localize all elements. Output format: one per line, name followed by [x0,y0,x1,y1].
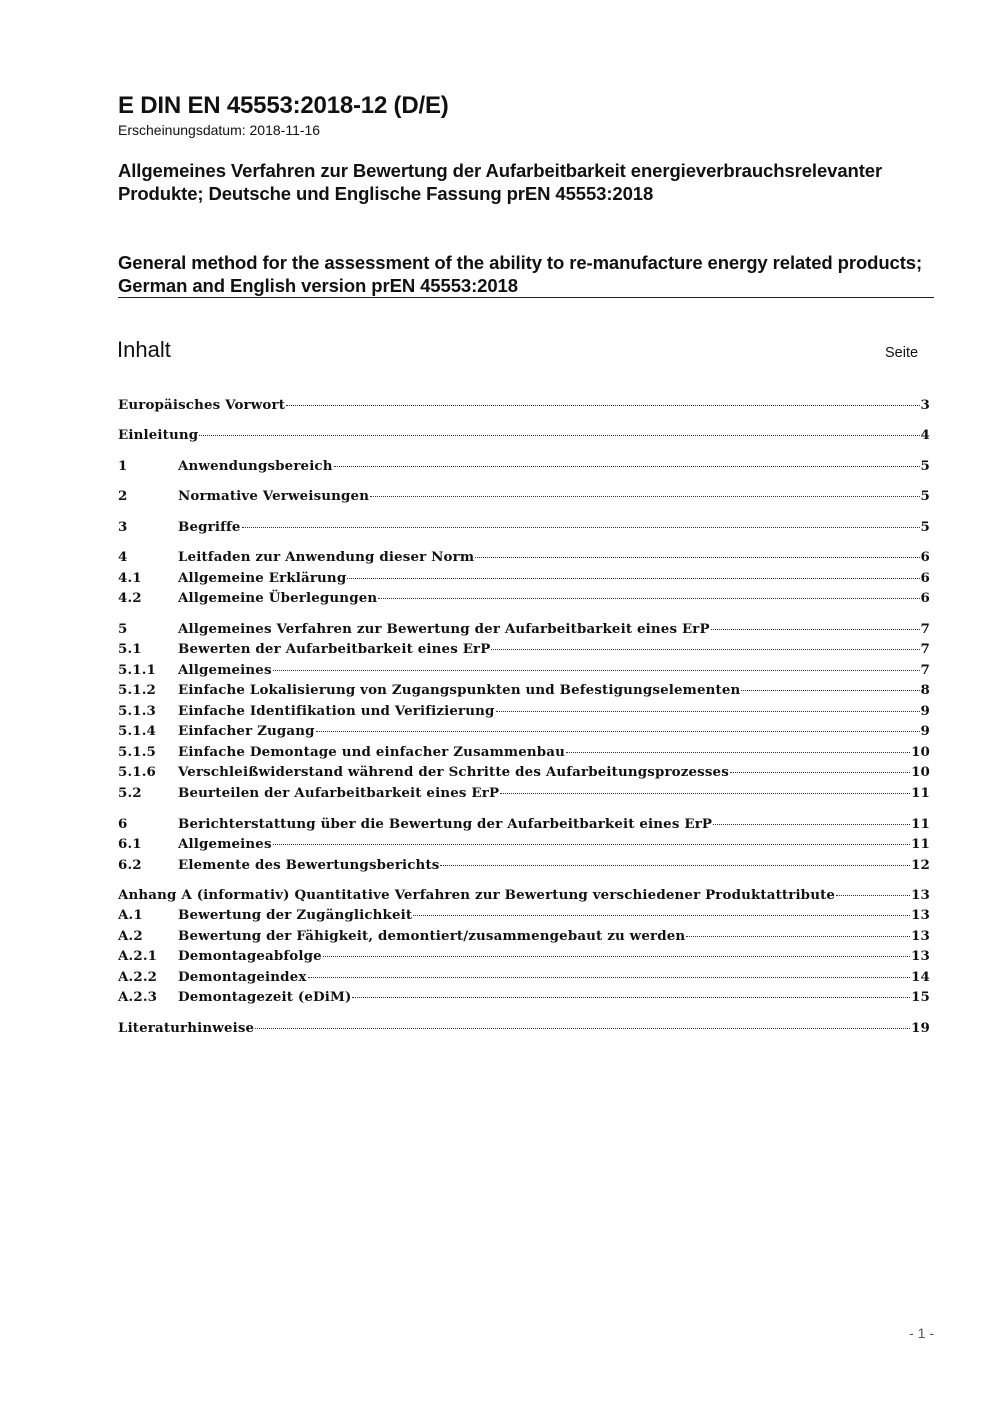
toc-entry-title: Bewertung der Fähigkeit, demontiert/zusammengebaut zu werden [178,928,686,944]
title-divider [118,297,934,298]
toc-entry-page: 7 [920,641,930,657]
toc-entry[interactable] [118,395,930,415]
toc-entry-page: 8 [920,682,930,698]
toc-dot-leader [566,751,910,753]
toc-dot-leader [500,792,910,794]
toc-dot-leader [273,843,910,845]
toc-entry-page: 6 [920,590,930,606]
toc-entry-title: Allgemeines Verfahren zur Bewertung der Aufarbeitbarkeit eines ErP [178,621,710,637]
toc-entry-page: 5 [920,519,930,535]
toc-entry-page: 10 [911,764,930,780]
toc-dot-leader [496,710,920,712]
toc-dot-leader [836,894,910,896]
toc-entry-page: 4 [920,427,930,443]
toc-entry-page: 15 [911,989,930,1005]
toc-entry-number: A.1 [118,907,143,923]
toc-entry[interactable] [118,425,930,445]
toc-entry-title: Beurteilen der Aufarbeitbarkeit eines ErP [178,785,500,801]
toc-entry-page: 9 [920,703,930,719]
toc-entry-page: 6 [920,570,930,586]
toc-entry-number: 4.2 [118,590,142,606]
toc-entry-title: Allgemeines [178,662,272,678]
toc-entry-page: 10 [911,744,930,760]
toc-entry-title: Allgemeines [178,836,272,852]
toc-entry[interactable] [118,905,930,925]
toc-entry-page: 5 [920,458,930,474]
toc-dot-leader [347,577,919,579]
toc-entry[interactable] [118,762,930,782]
toc-entry-number: 2 [118,488,128,504]
toc-entry-page: 13 [911,948,930,964]
toc-entry-title: Demontagezeit (eDiM) [178,989,352,1005]
toc-entry-page: 7 [920,662,930,678]
toc-entry-page: 19 [911,1020,930,1036]
toc-entry-page: 11 [911,816,930,832]
toc-entry-number: A.2.2 [118,969,158,985]
toc-entry-title: Bewertung der Zugänglichkeit [178,907,413,923]
toc-entry-number: 5.1.1 [118,662,157,678]
toc-entry-number: A.2 [118,928,143,944]
toc-entry[interactable] [118,885,930,905]
toc-entry-title: Allgemeine Erklärung [178,570,347,586]
toc-dot-leader [713,823,910,825]
toc-entry[interactable] [118,547,930,567]
toc-dot-leader [686,935,910,937]
toc-entry-page: 6 [920,549,930,565]
toc-dot-leader [255,1027,910,1029]
toc-entry[interactable] [118,834,930,854]
toc-entry-number: A.2.1 [118,948,158,964]
toc-dot-leader [378,597,919,599]
toc-dot-leader [242,526,920,528]
toc-entry-title: Berichterstattung über die Bewertung der Aufarbeitbarkeit eines ErP [178,816,713,832]
toc-entry-title: Verschleißwiderstand während der Schritte des Aufarbeitungsprozesses [178,764,729,780]
toc-entry-number: 5.1 [118,641,142,657]
toc-dot-leader [730,771,910,773]
toc-entry-page: 13 [911,887,930,903]
toc-entry[interactable] [118,639,930,659]
toc-entry[interactable] [118,1018,930,1038]
toc-entry-page: 13 [911,907,930,923]
toc-entry-number: 4.1 [118,570,142,586]
toc-entry-title: Elemente des Bewertungsberichts [178,857,440,873]
toc-entry-page: 13 [911,928,930,944]
toc-entry-number: 3 [118,519,128,535]
document-id: E DIN EN 45553:2018-12 (D/E) [118,92,449,119]
toc-entry-number: 6.1 [118,836,142,852]
toc-entry-title: Literaturhinweise [118,1020,255,1036]
toc-dot-leader [475,556,919,558]
toc-entry-page: 11 [911,836,930,852]
toc-entry[interactable] [118,721,930,741]
toc-entry-title: Leitfaden zur Anwendung dieser Norm [178,549,475,565]
toc-dot-leader [711,628,920,630]
toc-dot-leader [308,976,911,978]
toc-entry[interactable] [118,680,930,700]
toc-entry-title: Begriffe [178,519,241,535]
toc-entry[interactable] [118,486,930,506]
toc-entry[interactable] [118,783,930,803]
toc-entry[interactable] [118,987,930,1007]
toc-entry-page: 5 [920,488,930,504]
toc-entry[interactable] [118,967,930,987]
toc-entry[interactable] [118,619,930,639]
toc-heading: Inhalt [117,337,171,362]
toc-page-column-label: Seite [885,345,919,361]
toc-entry-title: Einfache Demontage und einfacher Zusammenbau [178,744,566,760]
publication-date: Erscheinungsdatum: 2018-11-16 [118,122,321,138]
toc-dot-leader [316,730,920,732]
toc-entry[interactable] [118,588,930,608]
toc-dot-leader [440,864,910,866]
toc-dot-leader [413,914,910,916]
toc-entry[interactable] [118,946,930,966]
toc-dot-leader [491,648,919,650]
toc-entry-number: 5.1.6 [118,764,157,780]
toc-entry-title: Europäisches Vorwort [118,397,286,413]
toc-dot-leader [273,669,920,671]
toc-dot-leader [334,465,920,467]
toc-entry-number: 5.1.5 [118,744,157,760]
toc-entry[interactable] [118,814,930,834]
toc-entry-number: 5.2 [118,785,142,801]
toc-entry-number: 5 [118,621,128,637]
toc-entry-page: 3 [920,397,930,413]
toc-entry[interactable] [118,660,930,680]
toc-dot-leader [199,434,919,436]
toc-entry-number: 5.1.4 [118,723,157,739]
toc-dot-leader [352,996,910,998]
toc-dot-leader [370,495,919,497]
toc-entry-title: Demontageindex [178,969,307,985]
toc-entry-title: Normative Verweisungen [178,488,370,504]
toc-entry-title: Einfacher Zugang [178,723,315,739]
toc-entry-title: Bewerten der Aufarbeitbarkeit eines ErP [178,641,491,657]
toc-entry-page: 12 [911,857,930,873]
toc-dot-leader [286,404,919,406]
toc-entry[interactable] [118,742,930,762]
toc-entry[interactable] [118,926,930,946]
toc-dot-leader [741,689,919,691]
toc-entry-title: Einfache Lokalisierung von Zugangspunkten und Befestigungselementen [178,682,741,698]
toc-entry[interactable] [118,517,930,537]
toc-entry-page: 9 [920,723,930,739]
toc-entry[interactable] [118,855,930,875]
toc-entry-title: Einleitung [118,427,199,443]
toc-entry-page: 14 [911,969,930,985]
toc-entry-number: 6 [118,816,128,832]
title-english: General method for the assessment of the ability to re-manufacture energy related products; German and English version prEN 45553:2018 [118,252,923,296]
toc-entry-page: 7 [920,621,930,637]
toc-entry-page: 11 [911,785,930,801]
toc-entry-title: Allgemeine Überlegungen [178,590,378,606]
toc-entry-number: 5.1.3 [118,703,157,719]
toc-entry-title: Demontageabfolge [178,948,322,964]
toc-dot-leader [323,955,910,957]
page-number: - 1 - [909,1325,934,1341]
title-german: Allgemeines Verfahren zur Bewertung der Aufarbeitbarkeit energieverbrauchsrelevanter Produkte; Deutsche und Englische Fassung prEN 45553:2018 [118,160,883,204]
toc-entry-number: 5.1.2 [118,682,157,698]
toc-entry-number: 4 [118,549,128,565]
toc-entry-title: Anwendungsbereich [178,458,333,474]
toc-entry-number: 1 [118,458,128,474]
toc-entry-title: Anhang A (informativ) Quantitative Verfahren zur Bewertung verschiedener Produktattribute [118,887,836,903]
toc-entry-number: A.2.3 [118,989,158,1005]
toc-entry-title: Einfache Identifikation und Verifizierung [178,703,495,719]
toc-entry[interactable] [118,456,930,476]
toc-entry-number: 6.2 [118,857,142,873]
toc-entry[interactable] [118,701,930,721]
toc-entry[interactable] [118,568,930,588]
